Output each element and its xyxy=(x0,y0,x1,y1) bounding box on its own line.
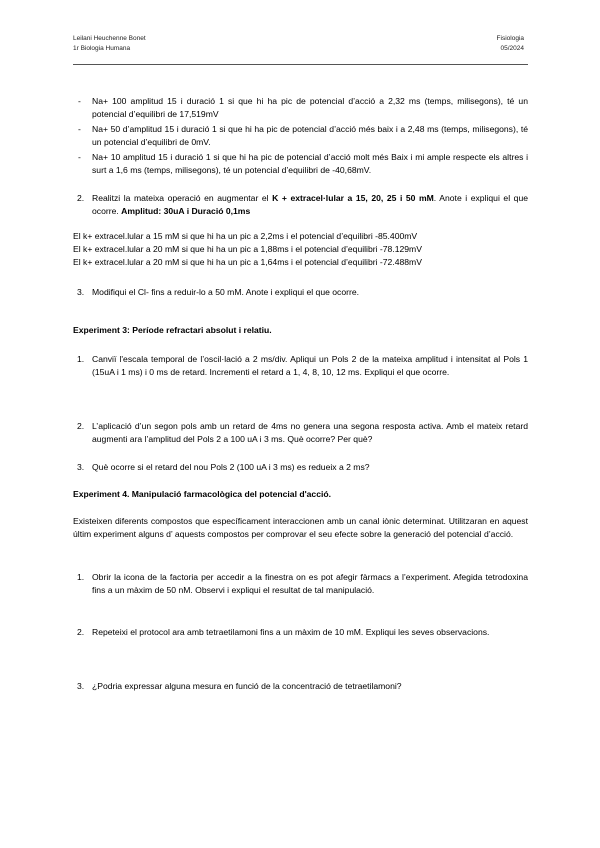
numbered-item xyxy=(73,571,528,597)
item-text-bold: K + extracel·lular a 15, 20, 25 i 50 mM xyxy=(272,193,434,203)
bullet-text: Na+ 100 amplitud 15 i duració 1 si que hi ha pic de potencial d’acció a 2,32 ms (temps, milisegons), té un potencial d’equilibri de 17,519mV xyxy=(92,96,528,120)
bullet-text: Na+ 50 d’amplitud 15 i duració 1 si que hi ha pic de potencial d’acció més baix i a 2,48 ms (temps, milisegons), té un potencial d’equilibri de 0mV. xyxy=(92,124,528,148)
numbered-item xyxy=(73,286,528,299)
item-text: Modifiqui el Cl- fins a reduir-lo a 50 mM. Anote i expliqui el que ocorre. xyxy=(92,287,360,297)
section-intro: Existeixen diferents compostos que específicament interaccionen amb un canal iònic determinat. Utilitzaran en aquest últim experiment alguns d’ aquests compostos per comprovar el seu efecte sobre la generació del potencial d’acció. xyxy=(73,516,528,540)
numbered-item xyxy=(73,626,528,639)
numbered-item xyxy=(73,461,528,474)
header-divider xyxy=(73,64,528,65)
document-date: 05/2024 xyxy=(500,45,524,52)
item-text-bold: Amplitud: 30uA i Duració 0,1ms xyxy=(121,206,251,217)
item-number: 3. xyxy=(77,287,85,297)
item-text-part: . Anote i expliqui el que ocorre. xyxy=(92,193,529,217)
item-number: 2. xyxy=(77,193,85,203)
bullet-mark: - xyxy=(78,152,81,162)
numbered-item xyxy=(73,353,528,379)
results-lines xyxy=(73,230,528,270)
result-line: El k+ extracel.lular a 20 mM si que hi ha un pic a 1,88ms i el potencial d’equilibri -78.129mV xyxy=(73,244,422,255)
list-item xyxy=(73,151,528,177)
item-number: 2. xyxy=(77,627,85,637)
page-header-left xyxy=(73,34,146,54)
numbered-item xyxy=(73,420,528,446)
bullet-mark: - xyxy=(78,124,81,134)
item-text: ¿Podria expressar alguna mesura en funció de la concentració de tetraetilamoni? xyxy=(92,681,402,691)
item-text: Repeteixi el protocol ara amb tetraetilamoni fins a un màxim de 10 mM. Expliqui les seves observacions. xyxy=(92,627,490,637)
course-name: 1r Biologia Humana xyxy=(73,45,131,52)
item-text: Què ocorre si el retard del nou Pols 2 (100 uA i 3 ms) es redueix a 2 ms? xyxy=(92,462,370,472)
item-number: 1. xyxy=(77,354,85,364)
heading-bold: Experiment 3 xyxy=(73,325,127,335)
heading-text: Experiment 4. Manipulació farmacològica del potencial d'acció. xyxy=(73,489,332,499)
item-text: Obrir la icona de la factoria per accedir a la finestra on es pot afegir fàrmacs a l’experiment. Afegida tetrodoxina fins a un màxim de 50 nM. Observi i expliqui el resultat de tal manipulació. xyxy=(92,572,528,596)
author-name: Leilani Heuchenne Bonet xyxy=(73,35,146,42)
item-text xyxy=(92,192,528,218)
item-number: 3. xyxy=(77,681,85,691)
item-text-part: Realitzi la mateixa operació en augmentar el xyxy=(92,193,273,203)
subject-name: Fisiologia xyxy=(496,35,524,42)
list-item xyxy=(73,123,528,149)
list-item xyxy=(73,95,528,121)
numbered-item xyxy=(73,192,528,218)
result-line: El k+ extracel.lular a 15 mM si que hi ha un pic a 2,2ms i el potencial d’equilibri -85.400mV xyxy=(73,231,418,241)
page-header-right xyxy=(497,34,524,54)
item-number: 1. xyxy=(77,572,85,582)
result-line: El k+ extracel.lular a 20 mM si que hi ha un pic a 1,64ms i el potencial d’equilibri -72.488mV xyxy=(73,257,422,268)
section-heading xyxy=(73,324,528,337)
section-heading xyxy=(73,488,528,501)
bullet-text: Na+ 10 amplitud 15 i duració 1 si que hi ha pic de potencial d’acció molt més Baix i mi ample respecte els altres i surt a 1,6 ms (temps, milisegons), té un potencial d’equilibri de -40,68mV. xyxy=(92,152,528,176)
item-number: 2. xyxy=(77,421,85,431)
item-text: Canviï l'escala temporal de l’oscil·lació a 2 ms/div. Apliqui un Pols 2 de la mateixa amplitud i intensitat al Pols 1 (15uA i 1 ms) i 0 ms de retard. Incrementi el retard a 1, 4, 8, 10, 12 ms. Expliqui el que ocorre. xyxy=(92,354,528,378)
bullet-mark: - xyxy=(78,96,81,106)
item-number: 3. xyxy=(77,462,85,472)
numbered-item xyxy=(73,680,528,693)
item-text: L’aplicació d’un segon pols amb un retard de 4ms no genera una segona resposta activa. Amb el mateix retard augmenti ara l’amplitud del Pols 2 a 100 uA i 3 ms. Què ocorre? Per què? xyxy=(92,421,528,445)
heading-rest: : Període refractari absolut i relatiu. xyxy=(126,325,272,335)
